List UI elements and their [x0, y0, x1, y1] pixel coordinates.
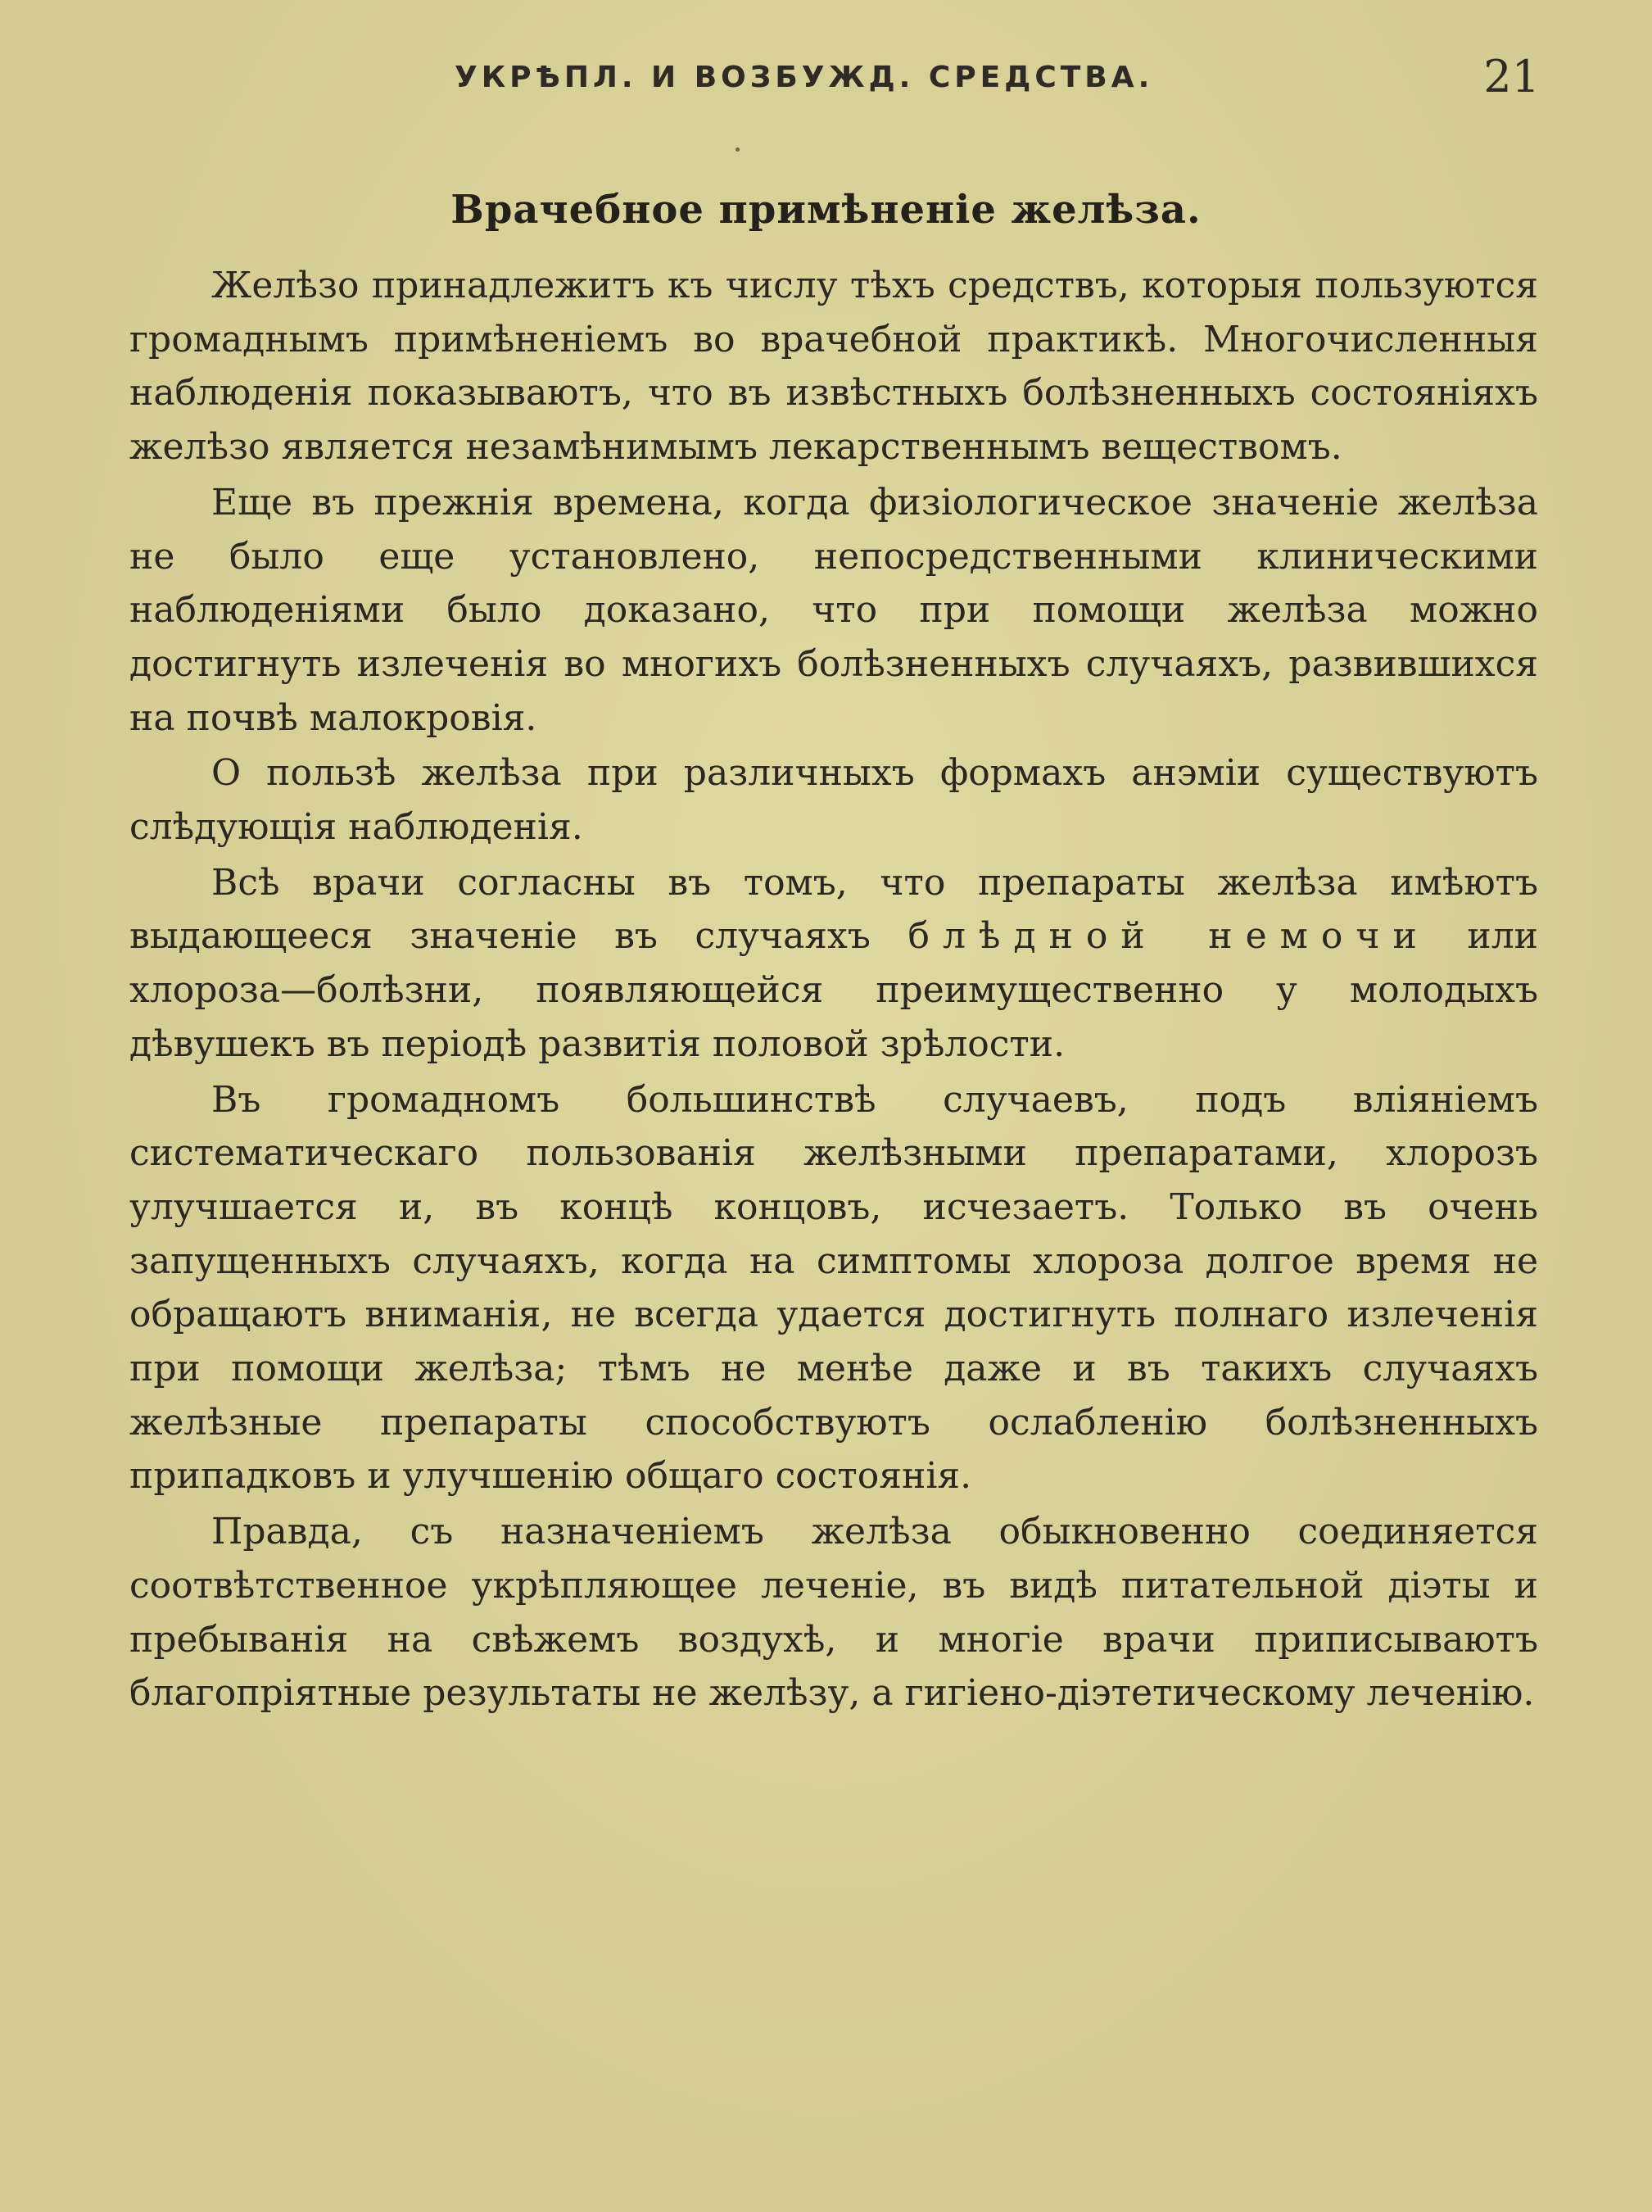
print-speck: [735, 147, 740, 152]
paragraph: Желѣзо принадлежитъ къ числу тѣхъ средствъ, которыя пользуются громаднымъ примѣненіемъ во врачебной практикѣ. Многочисленныя наблюденія показываютъ, что въ извѣстныхъ болѣзненныхъ состояніяхъ желѣзо является незамѣнимымъ лекарственнымъ веществомъ.: [129, 265, 1538, 469]
running-title: УКРѢПЛ. И ВОЗБУЖД. СРЕДСТВА.: [455, 61, 1154, 94]
page-header: [131, 51, 1540, 108]
paragraph: Еще въ прежнія времена, когда физіологическое значеніе желѣза не было еще установлено, непосредственными клиническими наблюденіями было доказано, что при помощи желѣза можно достигнуть излеченія во многихъ болѣзненныхъ случаяхъ, развившихся на почвѣ малокровія.: [129, 481, 1538, 739]
paragraph: [129, 856, 1538, 1072]
section-title: Врачебное примѣненіе желѣза.: [450, 187, 1202, 233]
paragraph-text: или хлороза—болѣзни, появляющейся преимущественно у молодыхъ дѣвушекъ въ періодѣ развитія половой зрѣлости.: [129, 915, 1539, 1065]
body-text: [129, 259, 1538, 1722]
paragraph: О пользѣ желѣза при различныхъ формахъ анэміи существуютъ слѣдующія наблюденія.: [129, 752, 1538, 849]
paragraph: Въ громадномъ большинствѣ случаевъ, подъ вліяніемъ систематическаго пользованія желѣзными препаратами, хлорозъ улучшается и, въ концѣ концовъ, исчезаетъ. Только въ очень запущенныхъ случаяхъ, когда на симптомы хлороза долгое время не обращаютъ вниманія, не всегда удается достигнуть полнаго излеченія при помощи желѣза; тѣмъ не менѣе даже и въ такихъ случаяхъ желѣзные препараты способствуютъ ослабленію болѣзненныхъ припадковъ и улучшенію общаго состоянія.: [129, 1078, 1538, 1498]
page-number: 21: [1483, 51, 1540, 102]
paragraph: Правда, съ назначеніемъ желѣза обыкновенно соединяется соотвѣтственное укрѣпляющее леченіе, въ видѣ питательной діэты и пребыванія на свѣжемъ воздухѣ, и многіе врачи приписываютъ благопріятные результаты не желѣзу, а гигіено-діэтетическому леченію.: [129, 1511, 1538, 1715]
spaced-term: блѣдной немочи: [907, 915, 1430, 958]
paragraph-text: Всѣ врачи согласны въ томъ, что препараты желѣза имѣютъ выдающееся значеніе въ случаяхъ: [129, 861, 1538, 958]
